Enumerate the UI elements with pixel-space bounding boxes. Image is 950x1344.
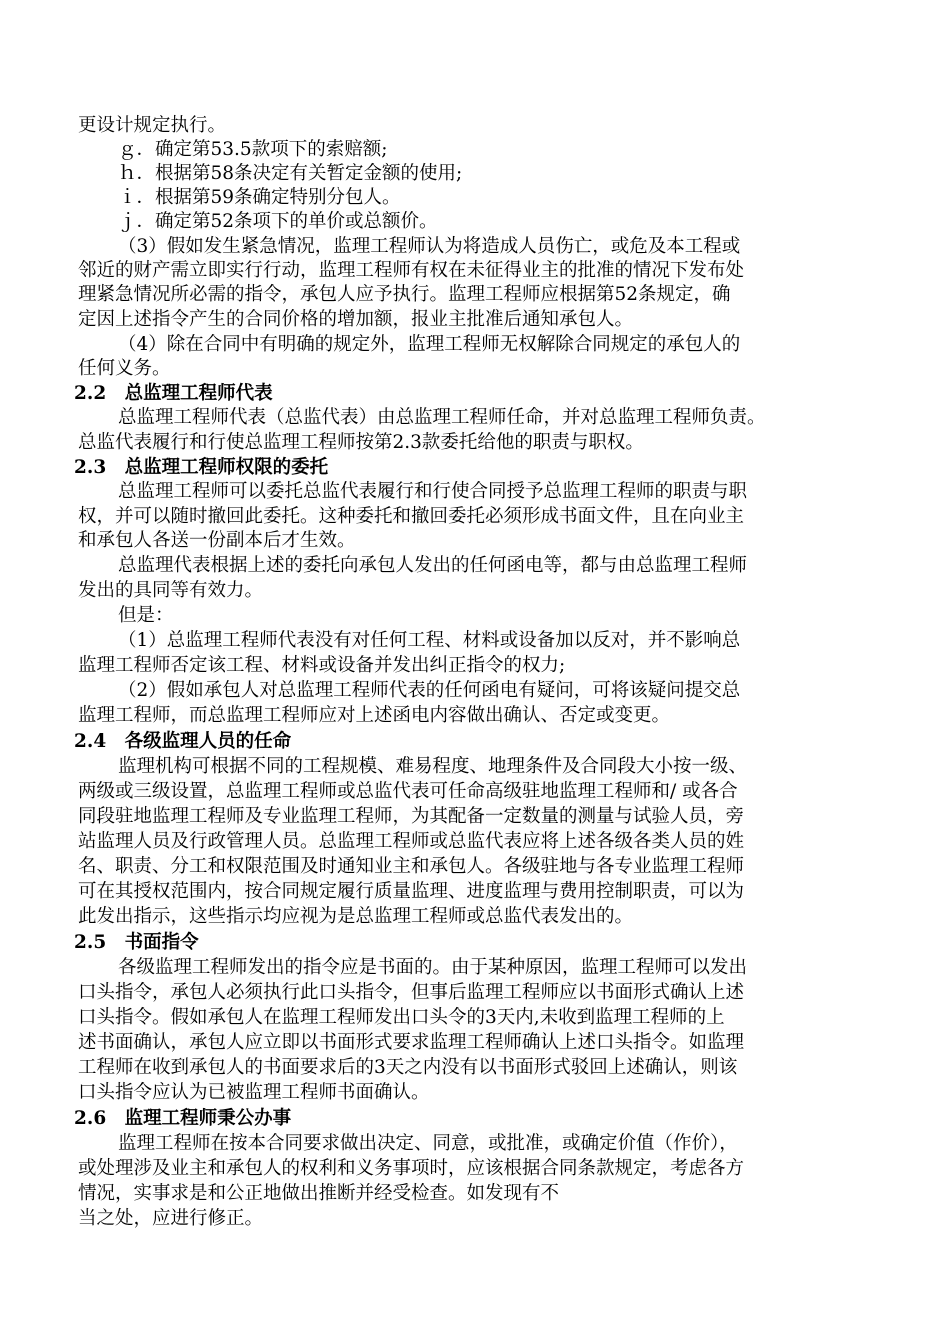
paragraph-line: 当之处，应进行修正。 [78, 1208, 264, 1229]
paragraph-line: （2）假如承包人对总监理工程师代表的任何函电有疑问，可将该疑问提交总 [118, 680, 741, 701]
paragraph-line: 发出的具同等有效力。 [78, 580, 264, 601]
section-heading-2-6: 2.6 监理工程师秉公办事 [74, 1108, 292, 1129]
paragraph-line: 监理工程师在按本合同要求做出决定、同意，或批准，或确定价值（作价）， [118, 1133, 738, 1154]
paragraph-line: （4）除在合同中有明确的规定外，监理工程师无权解除合同规定的承包人的 [118, 334, 741, 355]
section-heading-2-3: 2.3 总监理工程师权限的委托 [74, 457, 329, 478]
paragraph-line: 口头指令，承包人必须执行此口头指令，但事后监理工程师应以书面形式确认上述 [78, 982, 745, 1003]
paragraph-line: 两级或三级设置，总监理工程师或总监代表可任命高级驻地监理工程师和/ 或各合 [78, 781, 738, 802]
paragraph-line: 任何义务。 [78, 358, 171, 379]
paragraph-line: 此发出指示，这些指示均应视为是总监理工程师或总监代表发出的。 [78, 906, 634, 927]
paragraph-line: 监理工程师，而总监理工程师应对上述函电内容做出确认、否定或变更。 [78, 705, 671, 726]
paragraph-line: 可在其授权范围内，按合同规定履行质量监理、进度监理与费用控制职责，可以为 [78, 881, 745, 902]
paragraph-line: 邻近的财产需立即实行行动，监理工程师有权在未征得业主的批准的情况下发布处 [78, 260, 745, 281]
paragraph-line: 述书面确认，承包人应立即以书面形式要求监理工程师确认上述口头指令。如监理 [78, 1032, 745, 1053]
paragraph-line: 口头指令。假如承包人在监理工程师发出口头令的3天内,未收到监理工程师的上 [78, 1007, 725, 1028]
list-item-j: ｊ．确定第52条项下的单价或总额价。 [118, 211, 438, 232]
paragraph-line: 权，并可以随时撤回此委托。这种委托和撤回委托必须形成书面文件，且在向业主 [78, 506, 745, 527]
paragraph-line: 口头指令应认为已被监理工程师书面确认。 [78, 1082, 430, 1103]
paragraph-line: 和承包人各送一份副本后才生效。 [78, 530, 356, 551]
paragraph-line: 定因上述指令产生的合同价格的增加额，报业主批准后通知承包人。 [78, 309, 634, 330]
list-item-h: ｈ．根据第58条决定有关暂定金额的使用; [118, 163, 463, 184]
paragraph-line: 理紧急情况所必需的指令，承包人应予执行。监理工程师应根据第52条规定，确 [78, 284, 731, 305]
paragraph-line: 名、职责、分工和权限范围及时通知业主和承包人。各级驻地与各专业监理工程师 [78, 856, 745, 877]
paragraph-line: 监理机构可根据不同的工程规模、难易程度、地理条件及合同段大小按一级、 [118, 756, 748, 777]
section-heading-2-2: 2.2 总监理工程师代表 [74, 383, 273, 404]
list-item-i: ｉ．根据第59条确定特别分包人。 [118, 187, 401, 208]
paragraph-line: （1）总监理工程师代表没有对任何工程、材料或设备加以反对，并不影响总 [118, 630, 741, 651]
paragraph-line: 但是： [118, 605, 174, 626]
paragraph-line: 监理工程师否定该工程、材料或设备并发出纠正指令的权力; [78, 655, 566, 676]
paragraph-line: 站监理人员及行政管理人员。总监理工程师或总监代表应将上述各级各类人员的姓 [78, 831, 745, 852]
paragraph-line: 或处理涉及业主和承包人的权利和义务事项时，应该根据合同条款规定，考虑各方 [78, 1158, 745, 1179]
section-heading-2-4: 2.4 各级监理人员的任命 [74, 731, 292, 752]
paragraph-line: 同段驻地监理工程师及专业监理工程师，为其配备一定数量的测量与试验人员，旁 [78, 806, 745, 827]
paragraph-line: 各级监理工程师发出的指令应是书面的。由于某种原因，监理工程师可以发出 [118, 957, 748, 978]
paragraph-line: 工程师在收到承包人的书面要求后的3天之内没有以书面形式驳回上述确认，则该 [78, 1057, 738, 1078]
paragraph-line: 情况，实事求是和公正地做出推断并经受检查。如发现有不 [78, 1183, 560, 1204]
paragraph-line: 总监理工程师可以委托总监代表履行和行使合同授予总监理工程师的职责与职 [118, 481, 748, 502]
text-line: 更设计规定执行。 [78, 115, 227, 136]
list-item-g: ｇ．确定第53.5款项下的索赔额; [118, 139, 388, 160]
paragraph-line: 总监代表履行和行使总监理工程师按第2.3款委托给他的职责与职权。 [78, 432, 644, 453]
paragraph-line: 总监理代表根据上述的委托向承包人发出的任何函电等，都与由总监理工程师 [118, 555, 748, 576]
section-heading-2-5: 2.5 书面指令 [74, 932, 199, 953]
paragraph-line: （3）假如发生紧急情况，监理工程师认为将造成人员伤亡，或危及本工程或 [118, 236, 741, 257]
paragraph-line: 总监理工程师代表（总监代表）由总监理工程师任命，并对总监理工程师负责。 [118, 407, 766, 428]
